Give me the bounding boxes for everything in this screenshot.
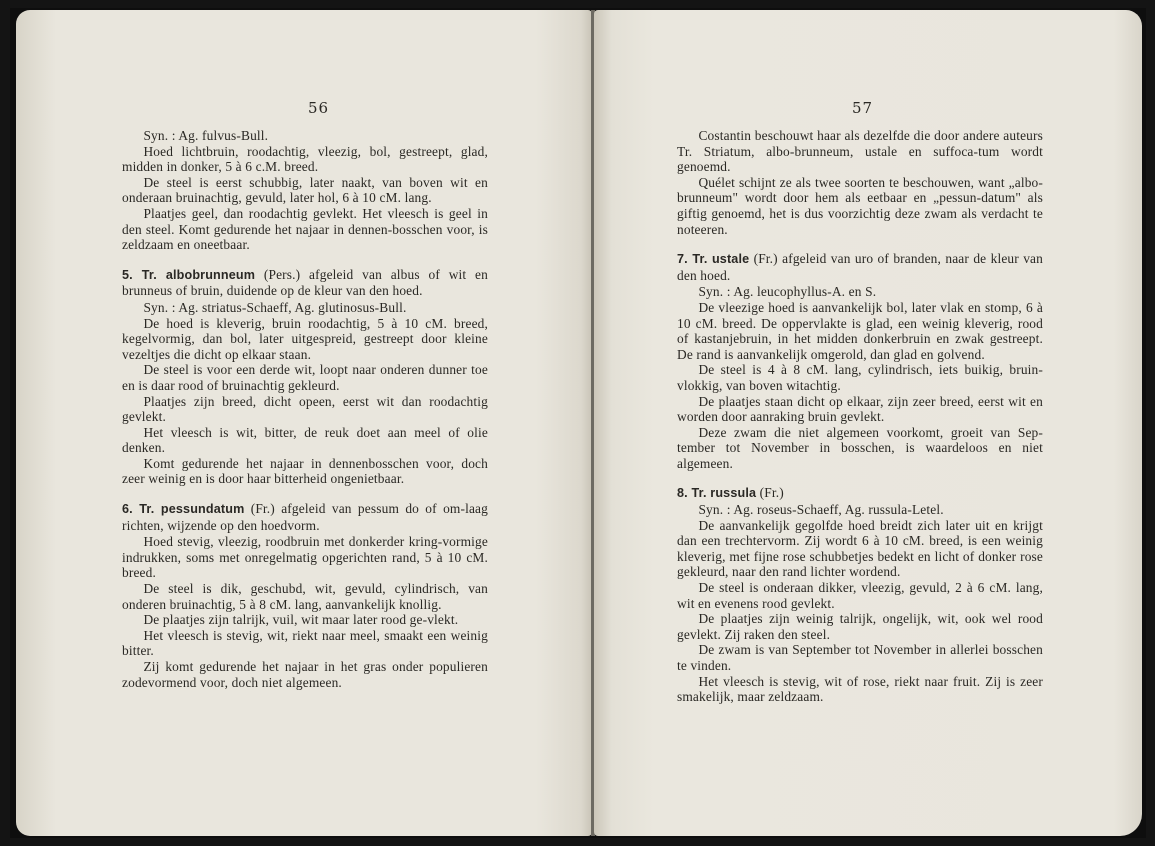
species-heading <box>122 501 488 534</box>
paragraph: Hoed lichtbruin, roodachtig, vleezig, bol, gestreept, glad, midden in donker, 5 à 6 c.M. breed. <box>122 143 488 175</box>
paragraph: De steel is eerst schubbig, later naakt, van boven wit en onderaan bruinachtig, gevuld, later hol, 6 à 10 cM. lang. <box>122 174 488 206</box>
paragraph: Hoed stevig, vleezig, roodbruin met donkerder kring-vormige indrukken, soms met onregelmatig opgerichten rand, 5 à 10 cM. breed. <box>122 534 488 581</box>
page-number: 57 <box>852 99 874 117</box>
species-number: 8. <box>677 486 688 501</box>
section-gap <box>677 237 1043 251</box>
paragraph: De steel is 4 à 8 cM. lang, cylindrisch, iets buikig, bruin-vlokkig, van boven witachtig. <box>677 362 1043 393</box>
species-number: 7. <box>677 252 688 267</box>
right-page <box>594 10 1142 836</box>
paragraph: Quélet schijnt ze als twee soorten te beschouwen, want „albo-brunneum" wordt door hem als eetbaar en „pessun-datum" als giftig genoemd, het is dus voorzichtig deze zwam als verdacht te noteeren. <box>677 174 1043 237</box>
paragraph: De hoed is kleverig, bruin roodachtig, 5 à 10 cM. breed, kegelvormig, dan bol, later uitgespreid, gestreept door kleine vezeltjes die dicht op elkaar staan. <box>122 315 488 362</box>
species-description: (Pers.) afgeleid van albus of wit en brunneus of bruin, duidende op de kleur van den hoed. <box>122 266 488 299</box>
paragraph: Syn. : Ag. roseus-Schaeff, Ag. russula-Letel. <box>698 502 944 518</box>
paragraph: De plaatjes staan dicht op elkaar, zijn zeer breed, eerst wit en worden door aanraking bruin gevlekt. <box>677 393 1043 425</box>
paragraph: Costantin beschouwt haar als dezelfde die door andere auteurs Tr. Striatum, albo-brunneum, ustale en suffoca-tum wordt genoemd. <box>677 128 1043 175</box>
species-name: Tr. albobrunneum <box>141 267 256 282</box>
paragraph: De zwam is van September tot November in allerlei bosschen te vinden. <box>677 642 1043 673</box>
paragraph: Zij komt gedurende het najaar in het gras onder populieren zodevormend voor, doch niet algemeen. <box>122 659 488 690</box>
paragraph: Plaatjes geel, dan roodachtig gevlekt. Het vleesch is geel in den steel. Komt gedurende het najaar in dennen-bosschen voor, is zeldzaam en oneetbaar. <box>122 205 488 253</box>
species-description: (Fr.) afgeleid van pessum do of om-laag richten, wijzende op den hoedvorm. <box>122 501 488 533</box>
right-page-text <box>677 128 1043 705</box>
open-book <box>10 8 1146 838</box>
paragraph: Syn. : Ag. striatus-Schaeff, Ag. glutinosus-Bull. <box>143 299 407 315</box>
left-page-text <box>122 128 488 690</box>
section-gap <box>677 471 1043 485</box>
species-number: 6. <box>122 502 133 517</box>
species-heading <box>677 251 1043 284</box>
paragraph: De steel is dik, geschubd, wit, gevuld, cylindrisch, van onderen bruinachtig, 5 à 8 cM. lang, aanvankelijk knollig. <box>122 581 488 612</box>
paragraph: Syn. : Ag. fulvus-Bull. <box>143 128 269 143</box>
paragraph: Komt gedurende het najaar in dennenbosschen voor, doch zeer weinig en is door haar bitterheid ongenietbaar. <box>122 455 488 487</box>
page-number: 56 <box>308 99 330 117</box>
section-gap <box>122 487 488 501</box>
left-page <box>16 10 592 836</box>
paragraph: De steel is onderaan dikker, vleezig, gevuld, 2 à 6 cM. lang, wit en evenens rood gevlekt. <box>677 580 1043 611</box>
species-heading <box>122 267 488 300</box>
paragraph: De steel is voor een derde wit, loopt naar onderen dunner toe en is daar rood of bruinachtig gekleurd. <box>122 362 488 393</box>
paragraph: De vleezige hoed is aanvankelijk bol, later vlak en stomp, 6 à 10 cM. breed. De oppervlakte is glad, een weinig kleverig, rood of kastanjebruin, in het midden donkerbruin en zwak gestreept. De rand is aanvankelijk omgerold, dan glad en golvend. <box>677 299 1043 362</box>
paragraph: De aanvankelijk gegolfde hoed breidt zich later uit en krijgt dan een trechtervorm. Zij wordt 6 à 10 cM. breed, is een weinig kleverig, met fijne rose schubbetjes bedekt en licht of donker rose gekleurd, naar den rand lichter wordend. <box>677 517 1043 580</box>
paragraph: Deze zwam die niet algemeen voorkomt, groeit van Sep-tember tot November in bosschen, is waardeloos en niet algemeen. <box>677 424 1043 471</box>
species-description: (Fr.) <box>756 485 784 501</box>
paragraph: De plaatjes zijn talrijk, vuil, wit maar later rood ge-vlekt. <box>143 612 459 628</box>
paragraph: Het vleesch is stevig, wit, riekt naar meel, smaakt een weinig bitter. <box>122 627 488 659</box>
species-name: Tr. pessundatum <box>139 502 245 517</box>
species-name: Tr. ustale <box>692 252 750 267</box>
paragraph: Het vleesch is wit, bitter, de reuk doet aan meel of olie denken. <box>122 424 488 456</box>
paragraph: Het vleesch is stevig, wit of rose, riekt naar fruit. Zij is zeer smakelijk, maar zeldzaam. <box>677 673 1043 705</box>
species-heading <box>677 485 1043 502</box>
species-description: (Fr.) afgeleid van uro of branden, naar de kleur van den hoed. <box>677 251 1043 283</box>
species-name: Tr. russula <box>691 486 757 501</box>
species-number: 5. <box>122 267 133 282</box>
paragraph: De plaatjes zijn weinig talrijk, ongelijk, wit, ook wel rood gevlekt. Zij raken den steel. <box>677 611 1043 642</box>
section-gap <box>122 253 488 267</box>
paragraph: Syn. : Ag. leucophyllus-A. en S. <box>698 284 877 300</box>
paragraph: Plaatjes zijn breed, dicht opeen, eerst wit dan roodachtig gevlekt. <box>122 393 488 425</box>
